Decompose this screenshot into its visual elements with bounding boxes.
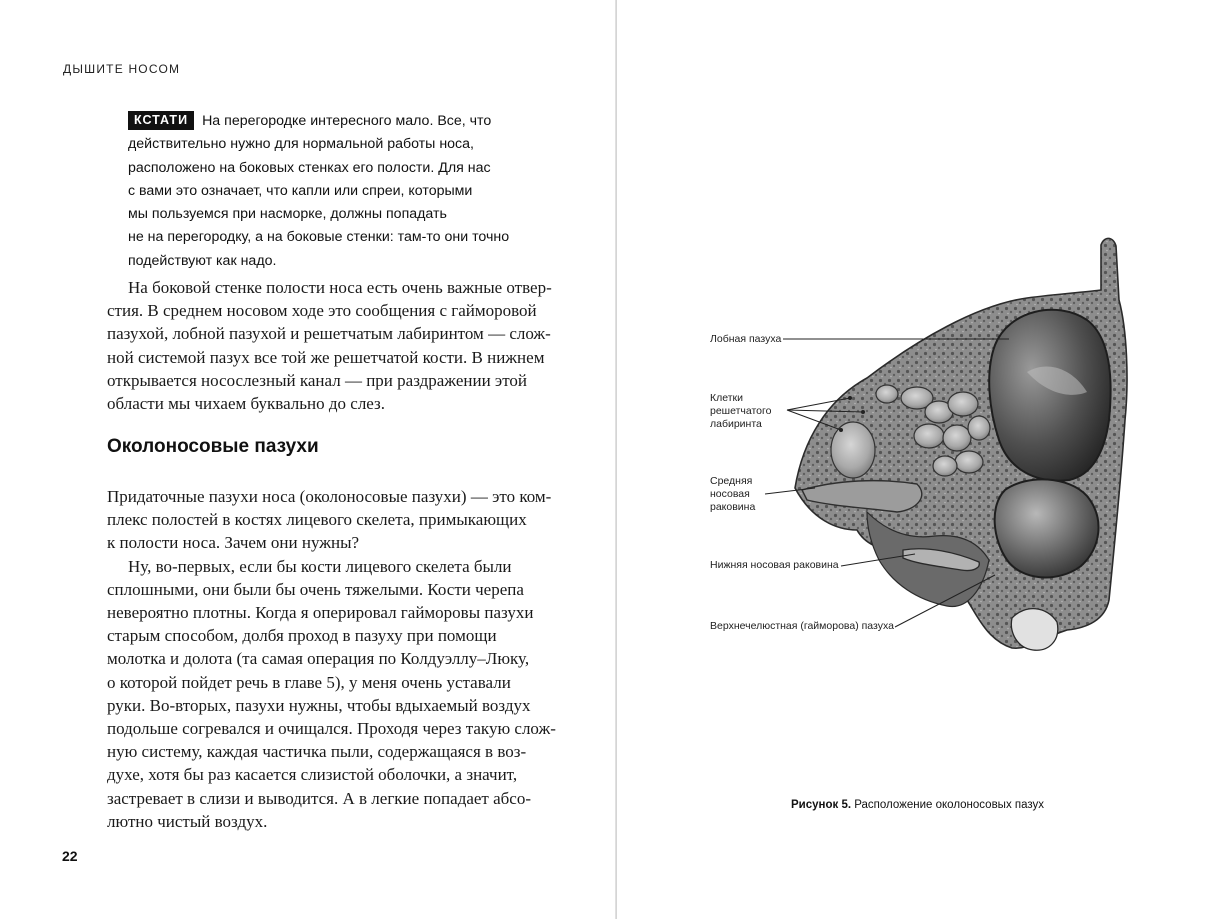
- paragraph-sinuses-intro: Придаточные пазухи носа (околоносовые пазухи) — это ком- плекс полостей в костях лицевого скелета, примыкающих к полости носа. Зачем они нужны?: [107, 487, 552, 553]
- label-frontal-sinus: Лобная пазуха: [710, 333, 782, 345]
- sidebar-line: действительно нужно для нормальной работы носа,: [128, 136, 474, 153]
- label-ethmoid-cells: Клетки решетчатого лабиринта: [710, 392, 772, 430]
- label-middle-turbinate: Средняя носовая раковина: [710, 475, 756, 513]
- sidebar-line: мы пользуемся при насморке, должны попадать: [128, 206, 447, 223]
- sidebar-line: не на перегородку, а на боковые стенки: там-то они точно: [128, 229, 510, 246]
- label-maxillary-sinus: Верхнечелюстная (гайморова) пазуха: [710, 620, 894, 632]
- sidebar-line: с вами это означает, что капли или спреи, которыми: [128, 182, 473, 199]
- page-number: 22: [62, 848, 78, 864]
- sinus-anatomy-illustration: [617, 0, 1230, 919]
- paragraph-sinuses-purpose: Ну, во-первых, если бы кости лицевого скелета были сплошными, они были бы очень тяжелыми. Кости черепа невероятно плотны. Когда я оперировал гайморовы пазухи старым способом, долбя проход в пазуху при помощи молотка и долота (та самая операция по Колдуэллу–Люку, о которой пойдет речь в главе 5), у меня очень уставали руки. Во-вторых, пазухи нужны, чтобы вдыхаемый воздух подольше согревался и очищался. Проходя через такую слож- ную систему, каждая частичка пыли, содержащаяся в воз- духе, хотя бы раз касается слизистой оболочки, а значит, застревает в слизи и выводится. А в легкие попадает абсо- лютно чистый воздух.: [107, 556, 556, 831]
- figure-caption: [791, 799, 1044, 811]
- caption-text: Расположение околоносовых пазух: [854, 799, 1045, 811]
- running-head: ДЫШИТЕ НОСОМ: [63, 62, 181, 76]
- caption-label: Рисунок 5.: [791, 799, 852, 811]
- sidebar-line: расположено на боковых стенках его полости. Для нас: [128, 159, 491, 176]
- sidebar-line: КСТАТИ На перегородке интересного мало. Все, что: [128, 110, 528, 133]
- section-heading: Околоносовые пазухи: [107, 436, 319, 457]
- sidebar-line: подействуют как надо.: [128, 252, 277, 269]
- maxillary-sinus-shape: [995, 479, 1099, 577]
- label-inferior-turbinate: Нижняя носовая раковина: [710, 559, 839, 571]
- paragraph-lateral-wall: На боковой стенке полости носа есть очень важные отвер- стия. В среднем носовом ходе это сообщения с гайморовой пазухой, лобной пазухой и решетчатым лабиринтом — слож- ной системой пазух все той же решетчатой кости. В нижнем открывается носослезный канал — при раздражении этой области мы чихаем буквально до слез.: [107, 278, 552, 414]
- sidebar-note: [128, 110, 528, 273]
- sidebar-tag: КСТАТИ: [128, 111, 194, 130]
- right-page: [617, 0, 1230, 919]
- frontal-sinus-shape: [989, 310, 1110, 481]
